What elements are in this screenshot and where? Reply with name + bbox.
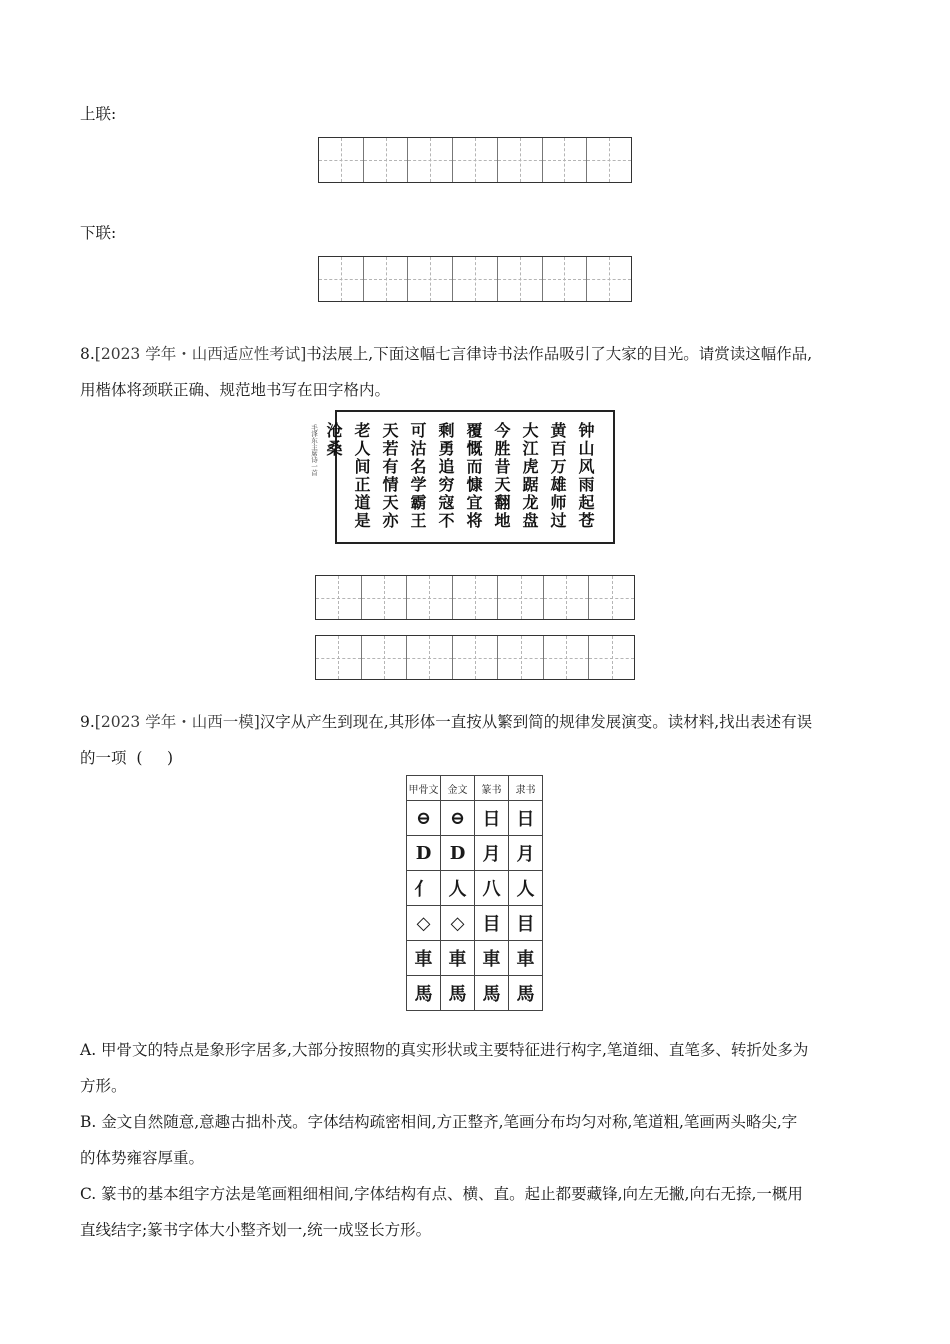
table-cell: ⊖	[407, 801, 441, 836]
option-c[interactable]	[80, 1176, 880, 1248]
option-line: 直线结字;篆书字体大小整齐划一,统一成竖长方形。	[80, 1221, 432, 1239]
column-header: 篆书	[475, 776, 509, 801]
table-cell: 車	[475, 941, 509, 976]
grid-cell[interactable]	[453, 257, 498, 301]
table-cell: 車	[407, 941, 441, 976]
table-row	[407, 801, 543, 836]
grid-cell[interactable]	[589, 576, 634, 619]
question-source: [2023 学年・山西适应性考试]	[94, 345, 307, 363]
grid-cell[interactable]	[362, 576, 408, 619]
calligraphy-column: 可沽名学霸王	[408, 422, 427, 530]
table-row	[407, 941, 543, 976]
table-cell: ⊖	[441, 801, 475, 836]
question-line: 用楷体将颈联正确、规范地书写在田字格内。	[80, 381, 391, 399]
grid-cell[interactable]	[316, 636, 362, 679]
table-row	[407, 871, 543, 906]
grid-cell[interactable]	[316, 576, 362, 619]
question-line: 汉字从产生到现在,其形体一直按从繁到简的规律发展演变。读材料,找出表述有误	[259, 713, 813, 731]
table-cell: 人	[441, 871, 475, 906]
calligraphy-column: 天若有情天亦	[380, 422, 399, 530]
table-cell: 人	[509, 871, 543, 906]
grid-cell[interactable]	[408, 257, 453, 301]
option-line: C. 篆书的基本组字方法是笔画粗细相间,字体结构有点、横、直。起止都要藏锋,向左无撇,向右无捺,一概用	[80, 1185, 803, 1203]
calligraphy-column: 剩勇追穷寇不	[436, 422, 455, 530]
table-cell: 馬	[441, 976, 475, 1011]
question-line: 的一项 ( )	[80, 749, 174, 767]
table-row	[407, 976, 543, 1011]
option-line: A. 甲骨文的特点是象形字居多,大部分按照物的真实形状或主要特征进行构字,笔道细、直笔多、转折处多为	[80, 1041, 809, 1059]
grid-cell[interactable]	[498, 576, 544, 619]
script-evolution-table	[406, 775, 543, 1011]
table-cell: 馬	[509, 976, 543, 1011]
calligraphy-column: 钟山风雨起苍	[576, 422, 595, 530]
table-cell: 八	[475, 871, 509, 906]
lower-couplet-grid[interactable]	[318, 256, 632, 302]
grid-cell[interactable]	[364, 138, 409, 182]
grid-cell[interactable]	[498, 257, 543, 301]
option-a[interactable]	[80, 1032, 880, 1104]
lower-couplet-label: 下联:	[80, 224, 117, 242]
table-cell: 日	[509, 801, 543, 836]
calligraphy-column: 大江虎踞龙盘	[520, 422, 539, 530]
upper-couplet-grid[interactable]	[318, 137, 632, 183]
table-cell: 車	[441, 941, 475, 976]
calligraphy-column: 黄百万雄师过	[548, 422, 567, 530]
upper-couplet-label: 上联:	[80, 105, 117, 123]
table-cell: 馬	[407, 976, 441, 1011]
grid-cell[interactable]	[408, 138, 453, 182]
calligraphy-column: 老人间正道是	[352, 422, 371, 530]
table-cell: 車	[509, 941, 543, 976]
calligraphy-artwork	[310, 410, 615, 544]
table-cell: 月	[509, 836, 543, 871]
column-header: 甲骨文	[407, 776, 441, 801]
table-cell: 月	[475, 836, 509, 871]
grid-cell[interactable]	[453, 138, 498, 182]
question-source: [2023 学年・山西一模]	[94, 713, 260, 731]
grid-cell[interactable]	[587, 257, 631, 301]
grid-cell[interactable]	[543, 138, 588, 182]
calligraphy-column: 覆慨而慷宜将	[464, 422, 483, 530]
table-cell: 目	[475, 906, 509, 941]
table-row	[407, 836, 543, 871]
option-b[interactable]	[80, 1104, 880, 1176]
grid-cell[interactable]	[544, 576, 590, 619]
table-cell: ◇	[441, 906, 475, 941]
option-line: 的体势雍容厚重。	[80, 1149, 205, 1167]
grid-cell[interactable]	[543, 257, 588, 301]
grid-cell[interactable]	[544, 636, 590, 679]
table-header-row	[407, 776, 543, 801]
table-cell: 目	[509, 906, 543, 941]
grid-cell[interactable]	[407, 636, 453, 679]
table-cell: D	[441, 836, 475, 871]
grid-cell[interactable]	[362, 636, 408, 679]
calligraphy-column: 沧桑	[324, 422, 343, 458]
question-line: 书法展上,下面这幅七言律诗书法作品吸引了大家的目光。请赏读这幅作品,	[306, 345, 813, 363]
table-cell: 馬	[475, 976, 509, 1011]
grid-cell[interactable]	[453, 576, 499, 619]
column-header: 金文	[441, 776, 475, 801]
question-number: 8.	[80, 345, 95, 363]
calligraphy-column: 今胜昔天翻地	[492, 422, 511, 530]
table-cell: 日	[475, 801, 509, 836]
table-cell: ◇	[407, 906, 441, 941]
grid-cell[interactable]	[587, 138, 631, 182]
table-cell: D	[407, 836, 441, 871]
grid-cell[interactable]	[319, 257, 364, 301]
answer-grid-line-1[interactable]	[315, 575, 635, 620]
grid-cell[interactable]	[498, 636, 544, 679]
question-number: 9.	[80, 713, 95, 731]
grid-cell[interactable]	[453, 636, 499, 679]
option-line: 方形。	[80, 1077, 127, 1095]
table-cell: 亻	[407, 871, 441, 906]
column-header: 隶书	[509, 776, 543, 801]
answer-grid-line-2[interactable]	[315, 635, 635, 680]
calligraphy-inscription: 毛泽东主席诗一首	[310, 424, 318, 476]
grid-cell[interactable]	[407, 576, 453, 619]
question-9-text	[80, 704, 880, 776]
grid-cell[interactable]	[589, 636, 634, 679]
question-8-text	[80, 336, 880, 408]
grid-cell[interactable]	[319, 138, 364, 182]
grid-cell[interactable]	[498, 138, 543, 182]
option-line: B. 金文自然随意,意趣古拙朴茂。字体结构疏密相间,方正整齐,笔画分布均匀对称,笔道粗,笔画两头略尖,字	[80, 1113, 798, 1131]
grid-cell[interactable]	[364, 257, 409, 301]
table-row	[407, 906, 543, 941]
